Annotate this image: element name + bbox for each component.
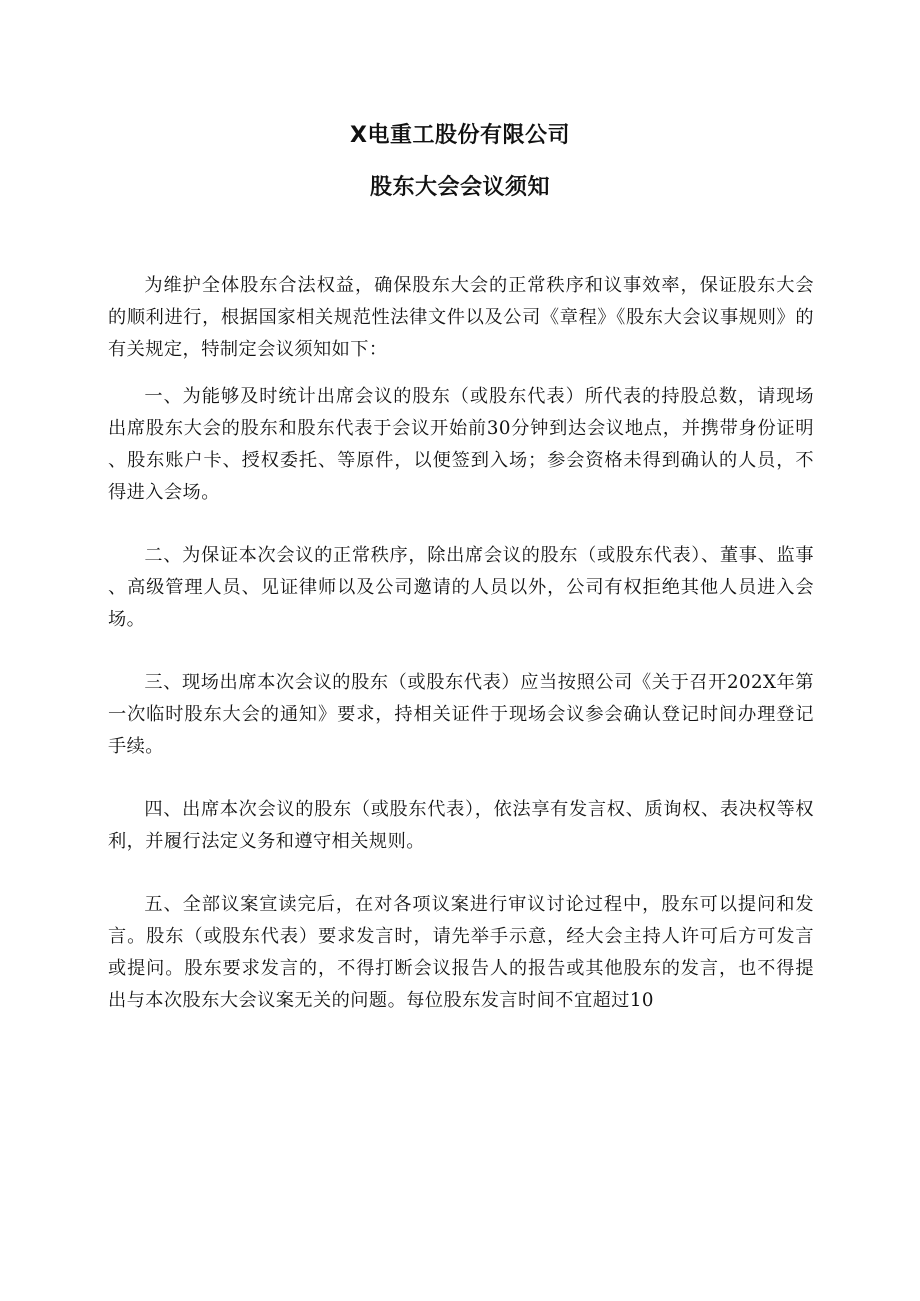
notice-title: 股东大会会议须知 [369, 175, 550, 200]
intro-paragraph: 为维护全体股东合法权益，确保股东大会的正常秩序和议事效率，保证股东大会的顺利进行，根据国家相关规范性法律文件以及公司《章程》《股东大会议事规则》的有关规定，特制定会议须知如下： [108, 275, 814, 360]
rule-paragraph-3: 三、现场出席本次会议的股东（或股东代表）应当按照公司《关于召开202X年第一次临时股东大会的通知》要求，持相关证件于现场会议参会确认登记时间办理登记手续。 [108, 672, 814, 757]
rule-paragraph-4: 四、出席本次会议的股东（或股东代表），依法享有发言权、质询权、表决权等权利，并履行法定义务和遵守相关规则。 [108, 799, 814, 852]
rule-paragraph-2: 二、为保证本次会议的正常秩序，除出席会议的股东（或股东代表）、董事、监事、高级管理人员、见证律师以及公司邀请的人员以外，公司有权拒绝其他人员进入会场。 [108, 545, 814, 630]
rule-paragraph-1: 一、为能够及时统计出席会议的股东（或股东代表）所代表的持股总数，请现场出席股东大会的股东和股东代表于会议开始前30分钟到达会议地点，并携带身份证明、股东账户卡、授权委托、等原件，以便签到入场；参会资格未得到确认的人员，不得进入会场。 [108, 386, 814, 503]
document-body [108, 270, 814, 1017]
company-name-title: X电重工股份有限公司 [350, 123, 570, 148]
document-title-block [0, 124, 920, 200]
rule-paragraph-5: 五、全部议案宣读完后，在对各项议案进行审议讨论过程中，股东可以提问和发言。股东（或股东代表）要求发言时，请先举手示意，经大会主持人许可后方可发言或提问。股东要求发言的，不得打断会议报告人的报告或其他股东的发言，也不得提出与本次股东大会议案无关的问题。每位股东发言时间不宜超过10 [108, 894, 814, 1011]
